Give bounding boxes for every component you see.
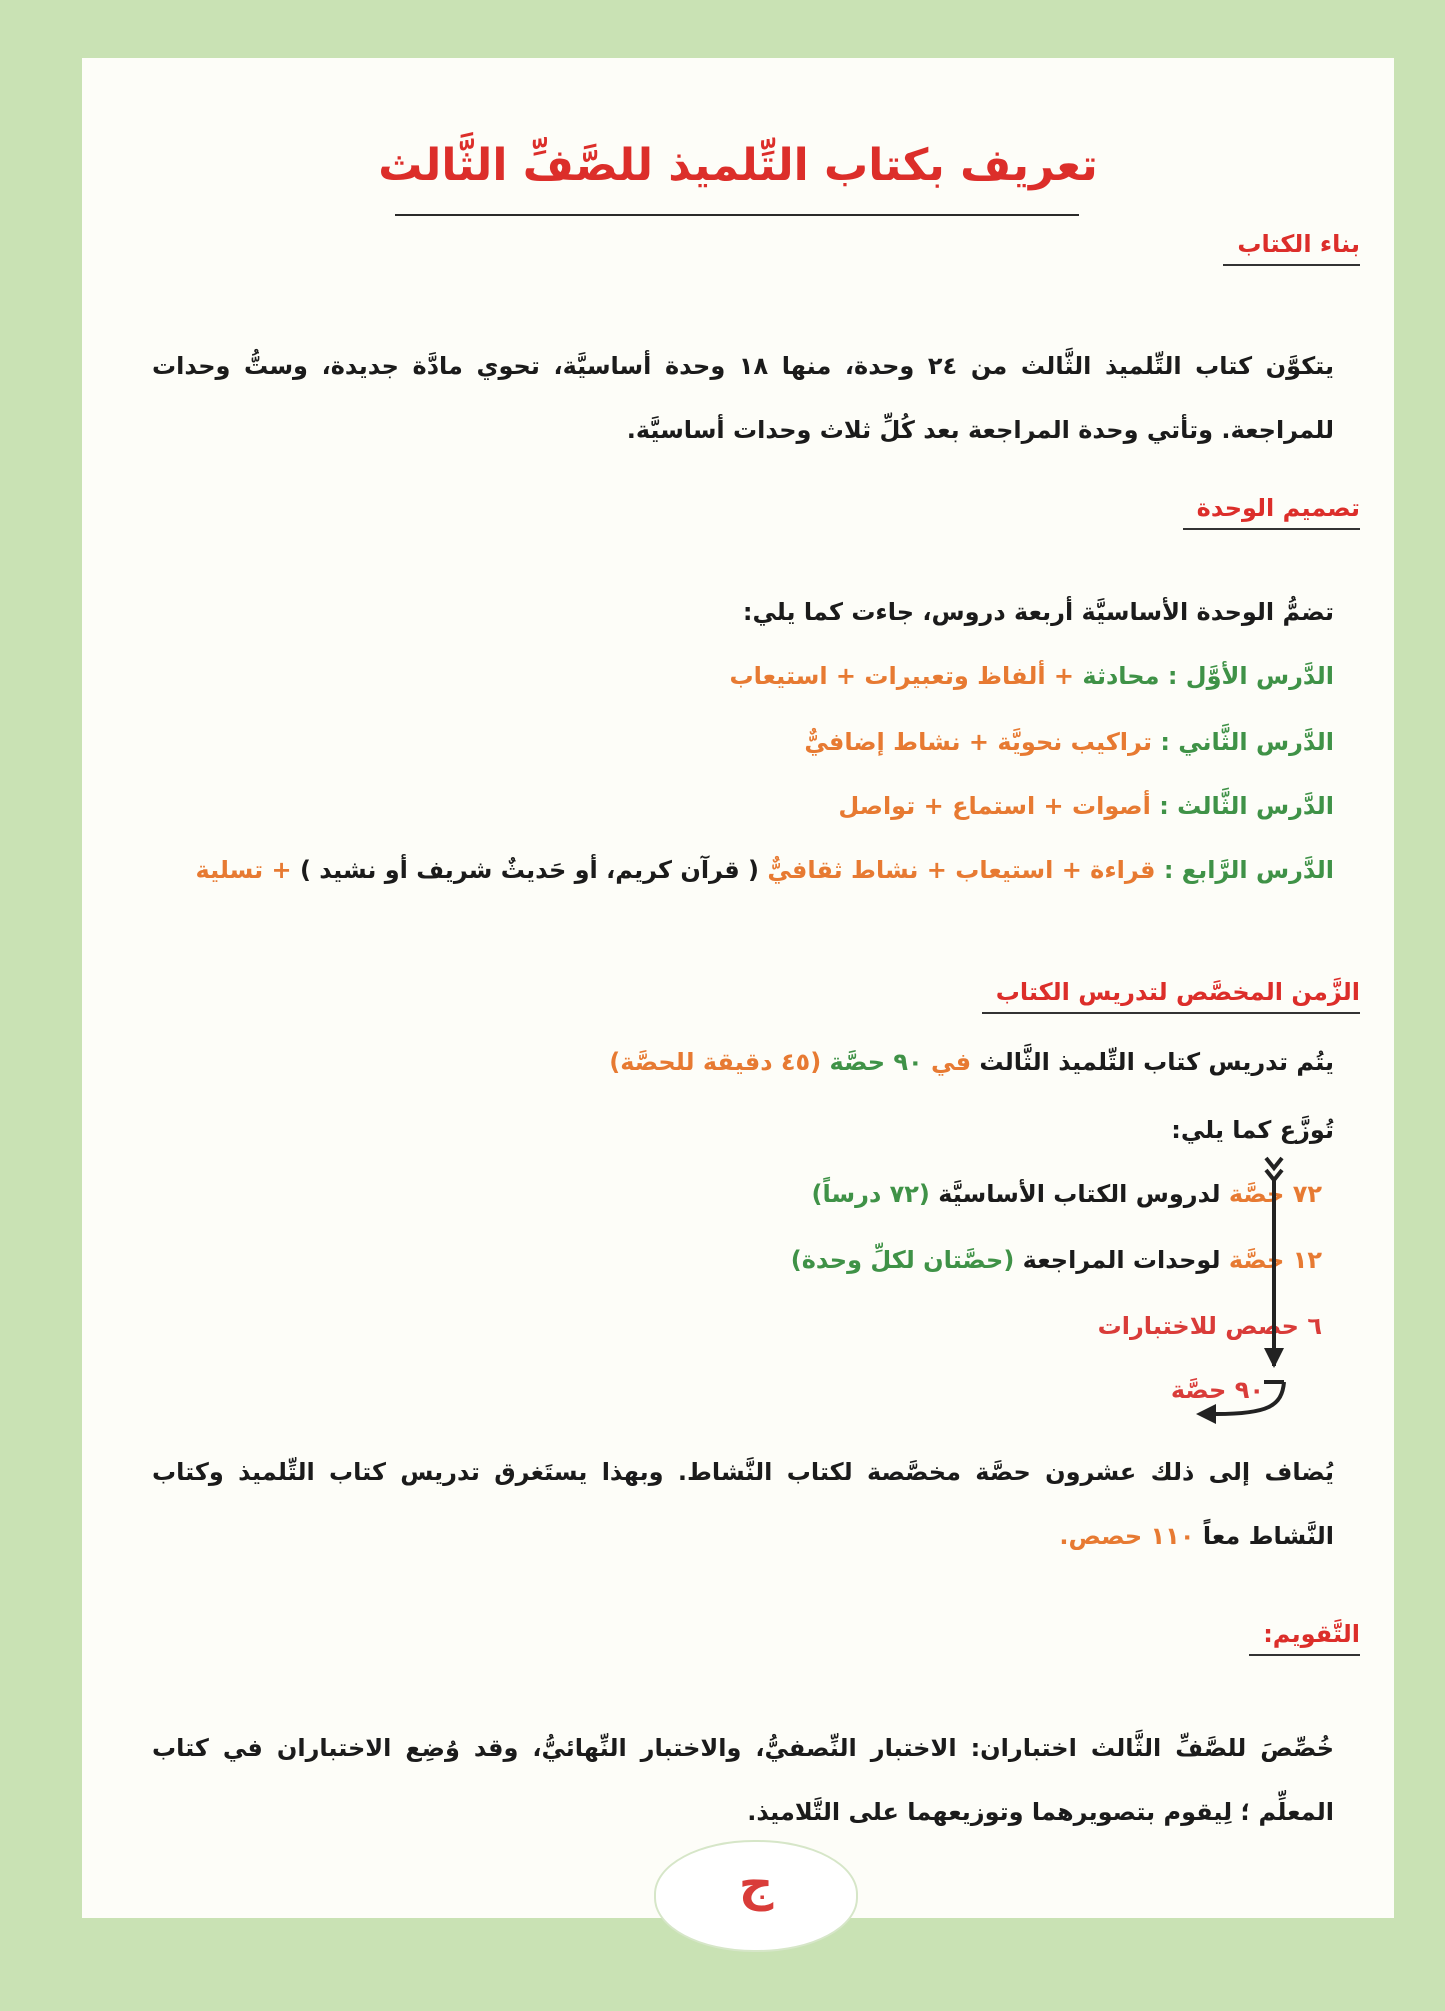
lesson-3-part: تواصل bbox=[838, 792, 916, 820]
time-extra-total: ١١٠ حصص. bbox=[1059, 1522, 1195, 1550]
lesson-4-part: استيعاب bbox=[955, 856, 1054, 884]
lesson-4-part: قراءة bbox=[1090, 856, 1156, 884]
lesson-3: الدَّرس الثَّالث : أصوات + استماع + تواصل bbox=[838, 792, 1334, 820]
lesson-1-part: ألفاظ وتعبيرات bbox=[864, 662, 1046, 690]
lesson-4-part: نشاط ثقافيٌّ bbox=[767, 856, 919, 884]
lesson-3-part: أصوات bbox=[1072, 792, 1151, 820]
heading-book-structure: بناء الكتاب bbox=[1223, 230, 1360, 266]
lesson-2-part: نشاط إضافيٌّ bbox=[804, 728, 961, 756]
lesson-1-part: استيعاب bbox=[729, 662, 828, 690]
heading-time-allocation: الزَّمن المخصَّص لتدريس الكتاب bbox=[982, 978, 1360, 1014]
heading-evaluation: التَّقويم: bbox=[1249, 1620, 1360, 1656]
page-title: تعريف بكتاب التِّلميذ للصَّفِّ الثَّالث bbox=[378, 140, 1098, 191]
distribution-note: (حصَّتان لكلِّ وحدة) bbox=[790, 1246, 1015, 1274]
distribution-text: لوحدات المراجعة bbox=[1022, 1246, 1221, 1274]
lesson-1: الدَّرس الأوَّل : محادثة + ألفاظ وتعبيرات + استيعاب bbox=[729, 662, 1334, 690]
distribution-count: ١٢ حصَّة bbox=[1228, 1246, 1322, 1274]
book-structure-text: يتكوَّن كتاب التِّلميذ الثَّالث من ٢٤ وحدة، منها ١٨ وحدة أساسيَّة، تحوي مادَّة جديدة، وستُّ وحدات للمراجعة. وتأتي وحدة المراجعة بعد كُلِّ ثلاث وحدات أساسيَّة. bbox=[152, 352, 1334, 444]
distribution-arrow-icon bbox=[1188, 1096, 1308, 1426]
lesson-4: الدَّرس الرَّابع : قراءة + استيعاب + نشاط ثقافيٌّ ( قرآن كريم، أو حَديثٌ شريف أو نشيد ) + تسلية bbox=[195, 856, 1334, 884]
lesson-1-part: محادثة bbox=[1082, 662, 1160, 690]
time-line-2: تُوزَّع كما يلي: bbox=[1171, 1116, 1334, 1144]
time-line-1-fi: في bbox=[931, 1048, 972, 1076]
time-line-1-text: يتُم تدريس كتاب التِّلميذ الثَّالث bbox=[979, 1048, 1334, 1076]
document-page bbox=[82, 58, 1394, 1918]
unit-design-intro: تضمُّ الوحدة الأساسيَّة أربعة دروس، جاءت كما يلي: bbox=[742, 598, 1334, 626]
lesson-2-label: الدَّرس الثَّاني : bbox=[1160, 728, 1334, 756]
time-extra-text bbox=[152, 1440, 1334, 1568]
page-number-badge bbox=[654, 1840, 858, 1952]
heading-unit-design: تصميم الوحدة bbox=[1183, 494, 1360, 530]
distribution-note: (٧٢ درساً) bbox=[811, 1180, 930, 1208]
lesson-4-extra: تسلية bbox=[195, 856, 264, 884]
page-letter: ج bbox=[738, 1856, 774, 1912]
time-line-1 bbox=[609, 1048, 1334, 1076]
lesson-4-note: ( قرآن كريم، أو حَديثٌ شريف أو نشيد ) bbox=[299, 856, 760, 884]
lesson-2: الدَّرس الثَّاني : تراكيب نحويَّة + نشاط إضافيٌّ bbox=[804, 728, 1334, 756]
time-extra-sentence: يُضاف إلى ذلك عشرون حصَّة مخصَّصة لكتاب النَّشاط. وبهذا يستَغرق تدريس كتاب التِّلميذ وكتاب النَّشاط معاً bbox=[152, 1458, 1334, 1550]
lesson-3-part: استماع bbox=[952, 792, 1036, 820]
distribution-text: لدروس الكتاب الأساسيَّة bbox=[938, 1180, 1221, 1208]
lesson-4-label: الدَّرس الرَّابع : bbox=[1163, 856, 1334, 884]
time-line-1-periods: ٩٠ حصَّة bbox=[829, 1048, 923, 1076]
distribution-count: ٧٢ حصَّة bbox=[1228, 1180, 1322, 1208]
distribution-count: ٦ حصص للاختبارات bbox=[1097, 1312, 1322, 1340]
distribution-total: ٩٠ حصَّة bbox=[1170, 1376, 1264, 1404]
lesson-1-label: الدَّرس الأوَّل : bbox=[1167, 662, 1334, 690]
time-line-1-duration: (٤٥ دقيقة للحصَّة) bbox=[609, 1048, 822, 1076]
lesson-3-label: الدَّرس الثَّالث : bbox=[1159, 792, 1334, 820]
evaluation-text: خُصِّصَ للصَّفِّ الثَّالث اختباران: الاختبار النِّصفيُّ، والاختبار النِّهائيُّ، وقد وُضِع الاختباران في كتاب المعلِّم ؛ لِيقوم بتصويرهما وتوزيعهما على التَّلاميذ. bbox=[152, 1734, 1334, 1826]
lesson-2-part: تراكيب نحويَّة bbox=[997, 728, 1152, 756]
title-underline bbox=[395, 214, 1079, 216]
